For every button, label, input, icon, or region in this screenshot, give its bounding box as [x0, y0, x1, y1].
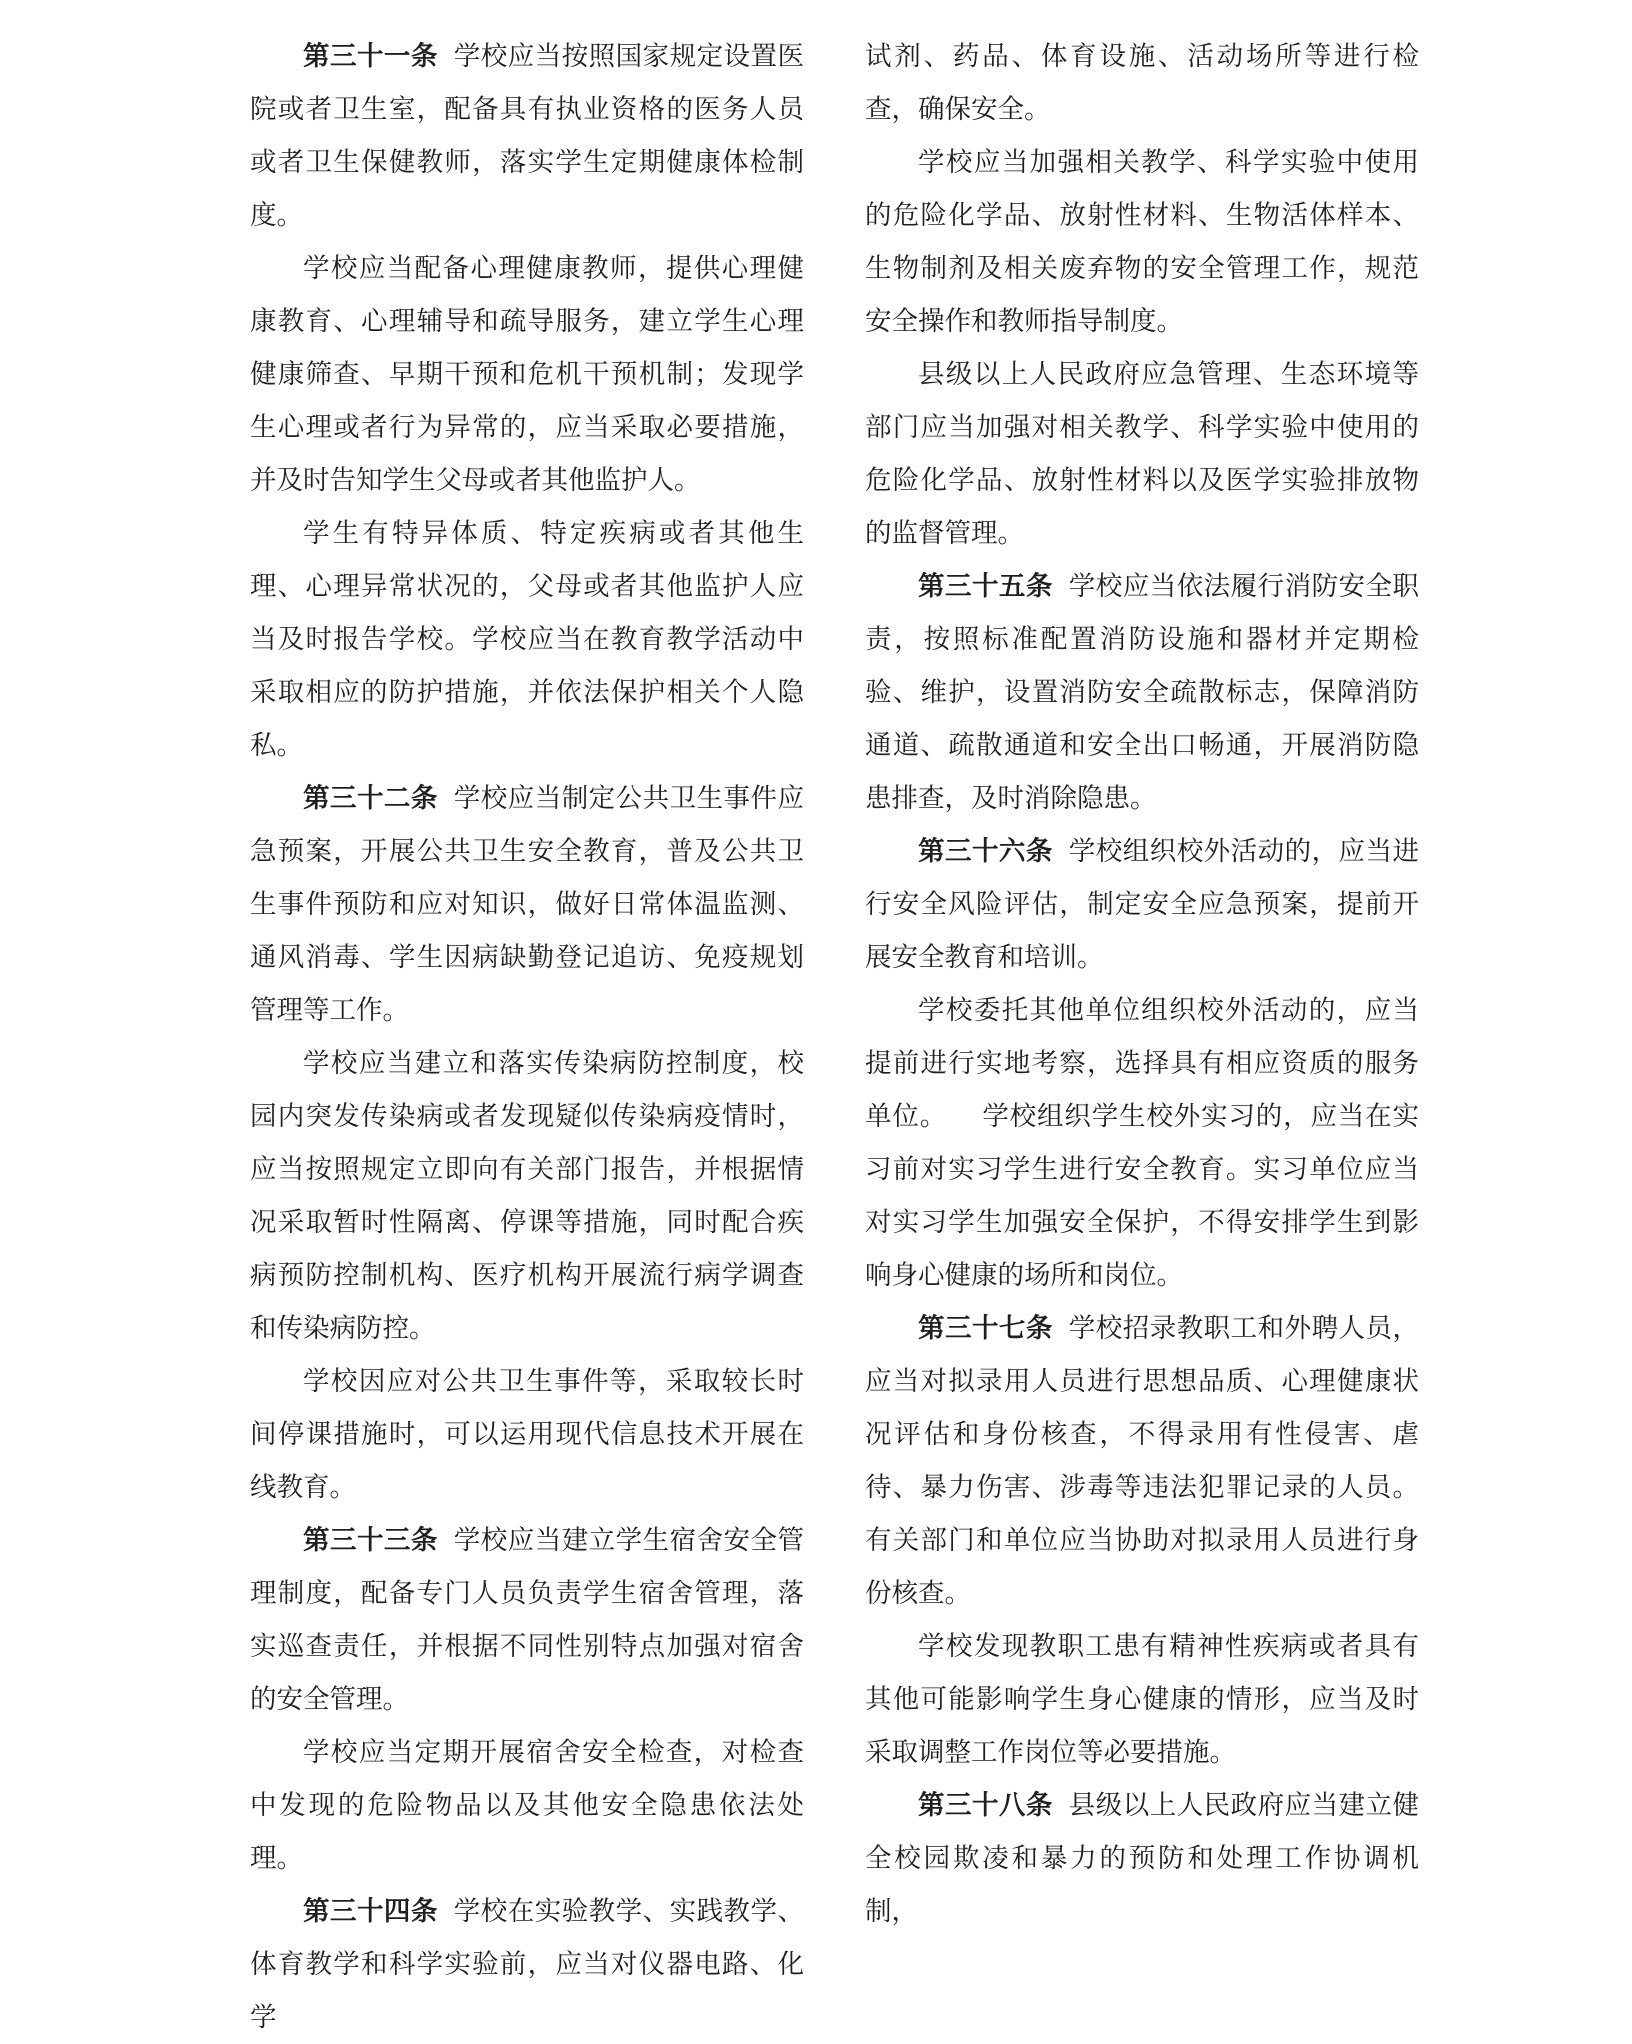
- paragraph-text: 学生有特异体质、特定疾病或者其他生理、心理异常状况的，父母或者其他监护人应当及时报告学校。学校应当在教育教学活动中采取相应的防护措施，并依法保护相关个人隐私。: [250, 518, 804, 761]
- paragraph-article-35: [865, 560, 1419, 825]
- paragraph-text: 学校应当定期开展宿舍安全检查，对检查中发现的危险物品以及其他安全隐患依法处理。: [250, 1737, 804, 1874]
- article-heading: 第三十七条: [918, 1313, 1053, 1344]
- paragraph-article-32: [250, 772, 804, 1037]
- article-heading: 第三十三条: [303, 1525, 438, 1556]
- paragraph: [250, 507, 804, 772]
- paragraph: [250, 1355, 804, 1514]
- paragraph-text: 学校应当建立学生宿舍安全管理制度，配备专门人员负责学生宿舍管理，落实巡查责任，并根据不同性别特点加强对宿舍的安全管理。: [250, 1525, 805, 1715]
- article-heading: 第三十五条: [918, 571, 1053, 602]
- paragraph-text: 学校应当制定公共卫生事件应急预案，开展公共卫生安全教育，普及公共卫生事件预防和应对知识，做好日常体温监测、通风消毒、学生因病缺勤登记追访、免疫规划管理等工作。: [250, 783, 805, 1026]
- paragraph-text: 学校应当按照国家规定设置医院或者卫生室，配备具有执业资格的医务人员或者卫生保健教师，落实学生定期健康体检制度。: [250, 41, 805, 231]
- article-heading: 第三十二条: [303, 783, 438, 814]
- paragraph-text: 学校组织校外活动的，应当进行安全风险评估，制定安全应急预案，提前开展安全教育和培训。: [865, 836, 1420, 973]
- left-text-column: [250, 30, 804, 2044]
- paragraph-text: 县级以上人民政府应当建立健全校园欺凌和暴力的预防和处理工作协调机制，: [865, 1790, 1420, 1927]
- paragraph-text: 学校应当依法履行消防安全职责，按照标准配置消防设施和器材并定期检验、维护，设置消防安全疏散标志，保障消防通道、疏散通道和安全出口畅通，开展消防隐患排查，及时消除隐患。: [865, 571, 1420, 814]
- paragraph-continuation: [865, 30, 1419, 136]
- paragraph-text: 学校因应对公共卫生事件等，采取较长时间停课措施时，可以运用现代信息技术开展在线教育。: [250, 1366, 804, 1503]
- paragraph: [865, 1620, 1419, 1779]
- paragraph-text: 学校应当加强相关教学、科学实验中使用的危险化学品、放射性材料、生物活体样本、生物制剂及相关废弃物的安全管理工作，规范安全操作和教师指导制度。: [865, 147, 1419, 337]
- article-heading: 第三十六条: [918, 836, 1053, 867]
- paragraph-article-37: [865, 1302, 1419, 1620]
- article-heading: 第三十一条: [303, 41, 438, 72]
- paragraph: [865, 984, 1419, 1302]
- paragraph-article-34: [250, 1885, 804, 2044]
- paragraph-article-36: [865, 825, 1419, 984]
- paragraph-text: 学校发现教职工患有精神性疾病或者具有其他可能影响学生身心健康的情形，应当及时采取调整工作岗位等必要措施。: [865, 1631, 1419, 1768]
- paragraph-text: 学校应当建立和落实传染病防控制度，校园内突发传染病或者发现疑似传染病疫情时，应当按照规定立即向有关部门报告，并根据情况采取暂时性隔离、停课等措施，同时配合疾病预防控制机构、医疗机构开展流行病学调查和传染病防控。: [250, 1048, 804, 1344]
- paragraph-article-33: [250, 1514, 804, 1726]
- article-heading: 第三十四条: [303, 1896, 438, 1927]
- paragraph-text: 学校应当配备心理健康教师，提供心理健康教育、心理辅导和疏导服务，建立学生心理健康筛查、早期干预和危机干预机制；发现学生心理或者行为异常的，应当采取必要措施，并及时告知学生父母或者其他监护人。: [250, 253, 804, 496]
- paragraph-article-31: [250, 30, 804, 242]
- paragraph: [250, 242, 804, 507]
- paragraph-text: 县级以上人民政府应急管理、生态环境等部门应当加强对相关教学、科学实验中使用的危险化学品、放射性材料以及医学实验排放物的监督管理。: [865, 359, 1419, 549]
- paragraph: [865, 136, 1419, 348]
- paragraph-article-38: [865, 1779, 1419, 1938]
- paragraph: [250, 1037, 804, 1355]
- article-heading: 第三十八条: [918, 1790, 1053, 1821]
- paragraph: [250, 1726, 804, 1885]
- paragraph-text: 试剂、药品、体育设施、活动场所等进行检查，确保安全。: [865, 41, 1419, 125]
- paragraph-text: 学校委托其他单位组织校外活动的，应当提前进行实地考察，选择具有相应资质的服务单位。: [865, 995, 1419, 1132]
- paragraph-text-tail: 学校组织学生校外实习的，应当在实习前对实习学生进行安全教育。实习单位应当对实习学生加强安全保护，不得安排学生到影响身心健康的场所和岗位。: [865, 1101, 1420, 1291]
- paragraph: [865, 348, 1419, 560]
- right-text-column: [865, 30, 1419, 1938]
- paragraph-text: 学校招录教职工和外聘人员，应当对拟录用人员进行思想品质、心理健康状况评估和身份核查，不得录用有性侵害、虐待、暴力伤害、涉毒等违法犯罪记录的人员。有关部门和单位应当协助对拟录用人员进行身份核查。: [865, 1313, 1420, 1609]
- paragraph-text: 学校在实验教学、实践教学、体育教学和科学实验前，应当对仪器电路、化学: [250, 1896, 805, 2033]
